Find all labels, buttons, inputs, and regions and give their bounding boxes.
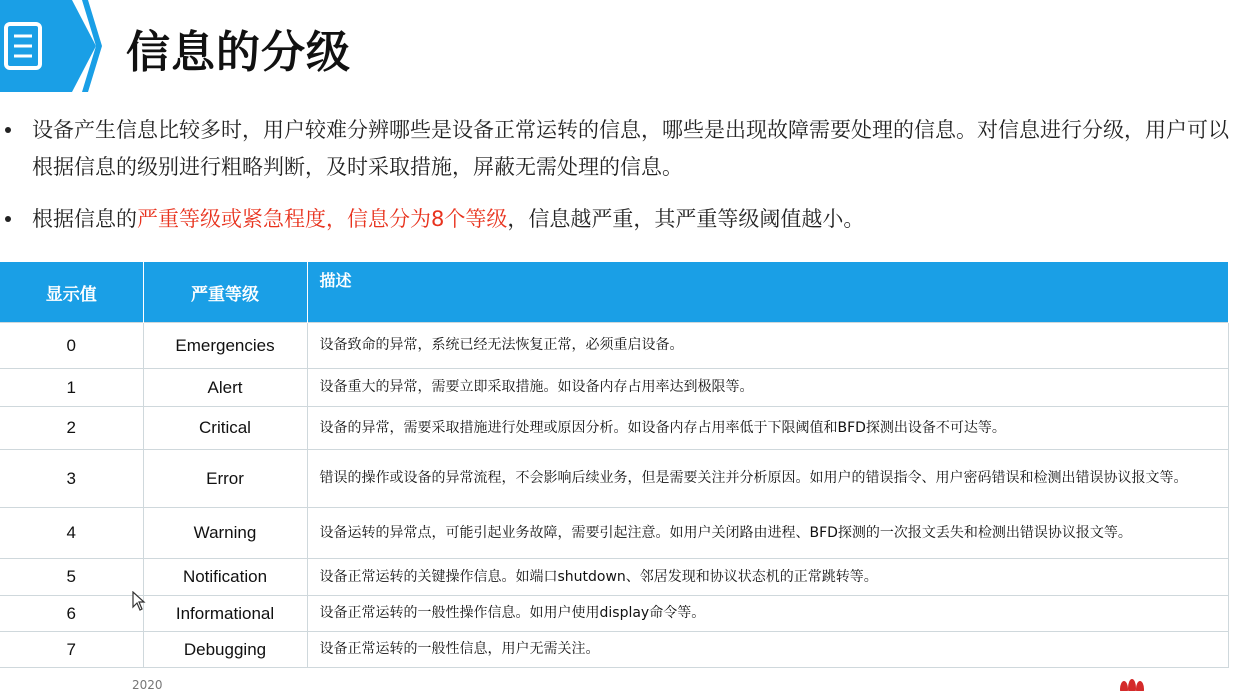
cell-level: Warning bbox=[143, 508, 307, 559]
cell-level: Alert bbox=[143, 369, 307, 407]
cell-value: 2 bbox=[0, 407, 143, 450]
cell-level: Emergencies bbox=[143, 323, 307, 369]
table-row bbox=[0, 323, 1229, 369]
cell-level: Debugging bbox=[143, 632, 307, 668]
cell-desc: 设备正常运转的一般性信息，用户无需关注。 bbox=[307, 632, 1229, 668]
cell-desc: 设备正常运转的一般性操作信息。如用户使用display命令等。 bbox=[307, 596, 1229, 632]
cell-value: 3 bbox=[0, 450, 143, 508]
page-title: 信息的分级 bbox=[126, 27, 351, 78]
table-row bbox=[0, 508, 1229, 559]
severity-table bbox=[0, 262, 1229, 668]
header-badge bbox=[0, 0, 102, 92]
cell-desc: 设备正常运转的关键操作信息。如端口shutdown、邻居发现和协议状态机的正常跳转等。 bbox=[307, 559, 1229, 596]
table-row bbox=[0, 407, 1229, 450]
cell-desc: 设备致命的异常，系统已经无法恢复正常，必须重启设备。 bbox=[307, 323, 1229, 369]
brand-logo-icon bbox=[1114, 676, 1150, 688]
table-row bbox=[0, 369, 1229, 407]
footer-text: 2020 bbox=[132, 678, 163, 692]
column-header-desc: 描述 bbox=[307, 262, 1229, 323]
table-row bbox=[0, 632, 1229, 668]
column-header-value: 显示值 bbox=[0, 262, 143, 323]
cell-desc: 设备运转的异常点，可能引起业务故障，需要引起注意。如用户关闭路由进程、BFD探测的一次报文丢失和检测出错误协议报文等。 bbox=[307, 508, 1229, 559]
bullet-item bbox=[0, 112, 1240, 186]
cell-desc: 错误的操作或设备的异常流程，不会影响后续业务，但是需要关注并分析原因。如用户的错误指令、用户密码错误和检测出错误协议报文等。 bbox=[307, 450, 1229, 508]
cell-value: 0 bbox=[0, 323, 143, 369]
cell-value: 7 bbox=[0, 632, 143, 668]
table-row bbox=[0, 559, 1229, 596]
column-header-level: 严重等级 bbox=[143, 262, 307, 323]
bullet-text-pre: 根据信息的 bbox=[32, 207, 137, 231]
bullet-list bbox=[0, 112, 1240, 238]
cell-level: Error bbox=[143, 450, 307, 508]
table-header-row bbox=[0, 262, 1229, 323]
cell-value: 6 bbox=[0, 596, 143, 632]
cell-value: 4 bbox=[0, 508, 143, 559]
bullet-text: 设备产生信息比较多时，用户较难分辨哪些是设备正常运转的信息，哪些是出现故障需要处理的信息。对信息进行分级，用户可以根据信息的级别进行粗略判断，及时采取措施，屏蔽无需处理的信息。 bbox=[32, 118, 1229, 179]
table-row bbox=[0, 450, 1229, 508]
cell-level: Critical bbox=[143, 407, 307, 450]
cell-level: Informational bbox=[143, 596, 307, 632]
bullet-dot-icon bbox=[5, 216, 11, 222]
cell-desc: 设备的异常，需要采取措施进行处理或原因分析。如设备内存占用率低于下限阈值和BFD探测出设备不可达等。 bbox=[307, 407, 1229, 450]
cell-value: 5 bbox=[0, 559, 143, 596]
bullet-text-highlight: 严重等级或紧急程度，信息分为8个等级 bbox=[137, 207, 508, 231]
bullet-text-post: ，信息越严重，其严重等级阈值越小。 bbox=[507, 207, 865, 231]
bullet-item bbox=[0, 201, 1240, 238]
mouse-cursor-icon bbox=[132, 591, 146, 615]
bullet-dot-icon bbox=[5, 127, 11, 133]
table-row bbox=[0, 596, 1229, 632]
document-list-icon bbox=[0, 0, 102, 92]
cell-value: 1 bbox=[0, 369, 143, 407]
cell-desc: 设备重大的异常，需要立即采取措施。如设备内存占用率达到极限等。 bbox=[307, 369, 1229, 407]
cell-level: Notification bbox=[143, 559, 307, 596]
